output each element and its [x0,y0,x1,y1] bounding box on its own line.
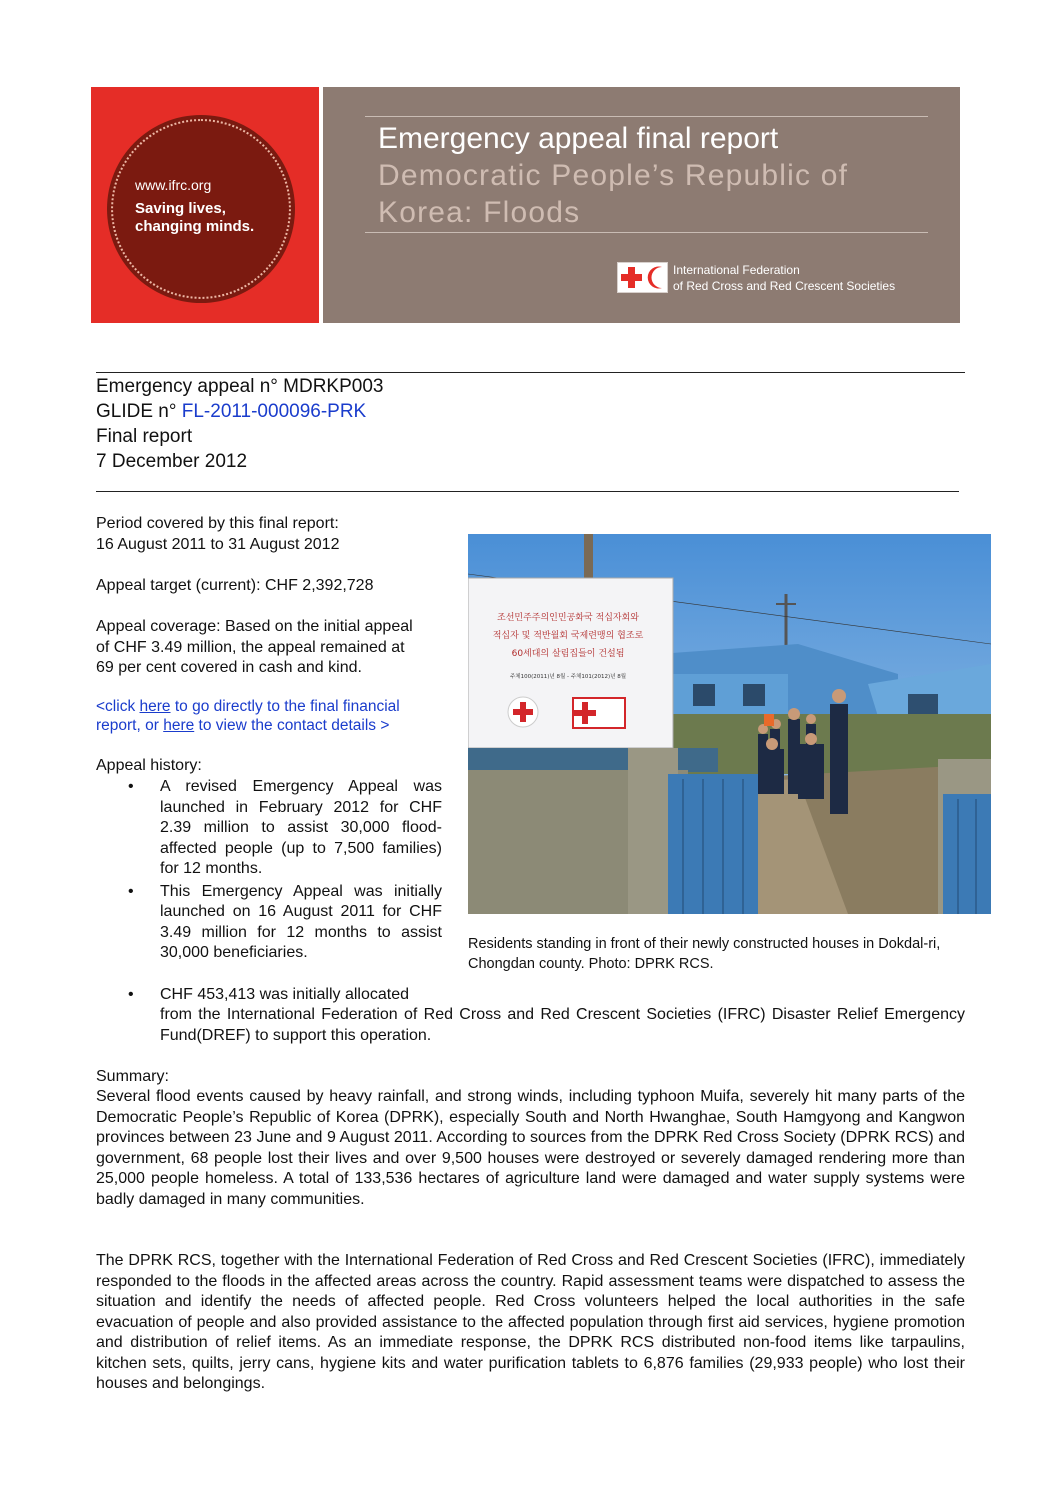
circle-tagline-2: changing minds. [135,218,255,235]
page-subtitle-line-2: Korea: Floods [378,196,581,229]
report-type: Final report [96,426,193,447]
sign-line-3: 60세대의 살림집들이 건설됨 [511,649,625,659]
click-prefix: <click [96,698,140,715]
appeal-history-list [128,777,442,964]
history-item-3-start: CHF 453,413 was initially allocated [160,986,410,1003]
summary-paragraph-2: The DPRK RCS, together with the International Federation of Red Cross and Red Crescent Societies (IFRC), immediately responded to the floods in the affected areas across the country. Rapid assessment teams were dispatched to assess the situation and identify the needs of affected people. Red Cross volunteers helped the local authorities in the safe evacuation of people and also provided assistance to the affected population through first aid services, hygiene promotion and distribution of relief items. As an immediate response, the DPRK RCS distributed non-food items like tarpaulins, kitchen sets, quilts, jerry cans, hygiene kits and water purification tablets to 6,876 families (29,933 people) who lost their houses and belongings. [96,1252,965,1392]
period-value: 16 August 2011 to 31 August 2012 [96,535,340,553]
residents-photo [468,534,991,914]
bullet-1: • [128,778,134,795]
info-bottom-divider [96,491,959,492]
info-top-divider [96,372,965,373]
appeal-target: Appeal target (current): CHF 2,392,728 [96,577,374,594]
period-covered [96,514,444,555]
click-suffix: to view the contact details > [194,717,390,734]
sign-line-2: 적십자 및 적반월회 국제련맹의 협조로 [492,631,644,641]
history-item-3-continued: from the International Federation of Red Cross and Red Crescent Societies (IFRC) Disaster Relief Emergency Fund(DREF) to support this operation. [160,1006,965,1044]
contact-details-link[interactable]: here [163,717,195,734]
banner-bottom-rule [365,232,928,233]
bullet-3: • [128,986,134,1003]
history-item-2 [128,882,442,964]
bullet-2: • [128,882,134,900]
sign-line-4: 주체100(2011)년 8월 - 주체101(2012)년 8월 [509,674,627,680]
ifrc-emblem-icon [617,262,668,293]
click-middle: to go directly to the final financial report, or [96,698,400,734]
photo-caption: Residents standing in front of their newly constructed houses in Dokdal-ri, Chongdan county. Photo: DPRK RCS. [468,936,941,972]
glide-number [96,401,366,423]
history-item-1 [128,777,442,880]
history-item-2-text: This Emergency Appeal was initially launched on 16 August 2011 for CHF 3.49 million for 12 months to assist 30,000 beneficiaries. [160,882,442,961]
history-item-1-text: A revised Emergency Appeal was launched in February 2012 for CHF 2.39 million to assist 30,000 flood-affected people (up to 7,500 families) for 12 months. [160,778,442,877]
summary-label: Summary: [96,1068,169,1085]
sign-line-1: 조선민주주의인민공화국 적십자회와 [497,613,639,623]
banner-top-rule [365,116,928,117]
navigation-links [96,697,446,735]
glide-prefix: GLIDE n° [96,401,182,422]
financial-report-link[interactable]: here [139,698,171,715]
glide-code-link[interactable]: FL-2011-000096-PRK [181,401,367,422]
circle-tagline-1: Saving lives, [135,200,226,217]
appeal-history-label: Appeal history: [96,757,202,774]
ifrc-name-line-2: of Red Cross and Red Crescent Societies [673,279,896,293]
ifrc-name-line-1: International Federation [673,263,800,277]
appeal-number: Emergency appeal n° MDRKP003 [96,376,384,397]
circle-url-text: www.ifrc.org [135,177,212,193]
period-label: Period covered by this final report: [96,515,339,532]
summary-paragraph-1: Several flood events caused by heavy rainfall, and strong winds, including typhoon Muifa, severely hit many parts of the Democratic People’s Republic of Korea (DPRK), especially South and North Hwanghae, South Hamgyong and Kangwon provinces between 23 June and 9 August 2011. According to sources from the DPRK Red Cross Society (DPRK RCS) and government, 68 people lost their lives and over 9,500 houses were destroyed or severely damaged rendering more than 25,000 people homeless. A total of 133,536 hectares of agriculture land were damaged and water supply systems were badly damaged in many communities. [96,1088,965,1208]
report-date: 7 December 2012 [96,451,248,472]
appeal-coverage: Appeal coverage: Based on the initial appeal of CHF 3.49 million, the appeal remained at 69 per cent covered in cash and kind. [96,618,413,676]
page-subtitle-line-1: Democratic People’s Republic of [378,159,849,192]
page-title: Emergency appeal final report [378,122,779,155]
